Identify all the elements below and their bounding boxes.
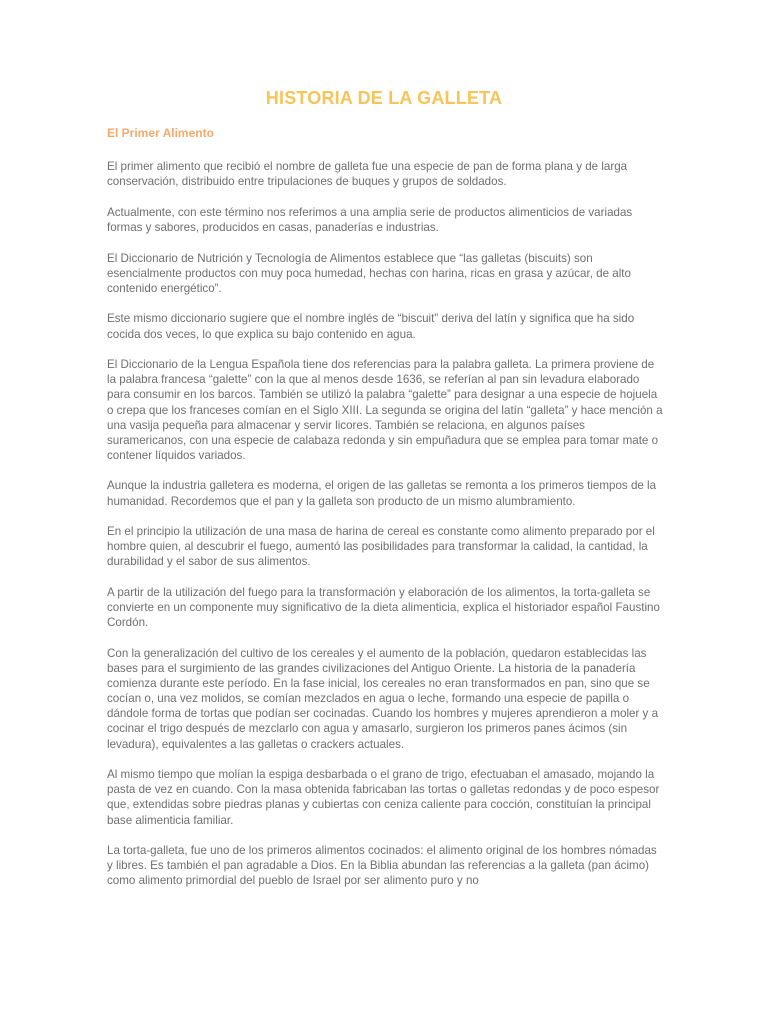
paragraph: Este mismo diccionario sugiere que el nombre inglés de “biscuit” deriva del latín y significa que ha sido cocida dos veces, lo que explica su bajo contenido en agua. [107,312,635,341]
section-heading: El Primer Alimento [107,126,214,140]
paragraph: La torta-galleta, fue uno de los primeros alimentos cocinados: el alimento original de los hombres nómadas y libres. Es también el pan agradable a Dios. En la Biblia abundan las referencias a la galleta (pan ácimo) como alimento primordial del pueblo de Israel por ser alimento puro y no [107,844,657,888]
paragraph: El Diccionario de la Lengua Española tiene dos referencias para la palabra galleta. La primera proviene de la palabra francesa “galette” con la que al menos desde 1636, se referían al pan sin levadura elaborado para consumir en los barcos. También se utilizó la palabra “galette” para designar a una especie de hojuela o crepa que los franceses comían en el Siglo XIII. La segunda se origina del latín “galleta” y hace mención a una vasija pequeña para almacenar y servir licores. También se relaciona, en algunos países suramericanos, con una especie de calabaza redonda y sin empuñadura que se emplea para tomar mate o contener líquidos variados. [107,358,663,462]
paragraph: En el principio la utilización de una masa de harina de cereal es constante como alimento preparado por el hombre quien, al descubrir el fuego, aumentó las posibilidades para transformar la calidad, la cantidad, la durabilidad y el sabor de sus alimentos. [107,525,655,569]
paragraph: El primer alimento que recibió el nombre de galleta fue una especie de pan de forma plana y de larga conservación, distribuido entre tripulaciones de buques y grupos de soldados. [107,160,628,189]
paragraph: Actualmente, con este término nos referimos a una amplia serie de productos alimenticios de variadas formas y sabores, producidos en casas, panaderías e industrias. [107,205,633,234]
document-body [107,159,663,904]
paragraph: Aunque la industria galletera es moderna, el origen de las galletas se remonta a los primeros tiempos de la humanidad. Recordemos que el pan y la galleta son producto de un mismo alumbramiento. [107,479,657,508]
page-title: HISTORIA DE LA GALLETA [265,88,503,108]
paragraph: A partir de la utilización del fuego para la transformación y elaboración de los alimentos, la torta-galleta se convierte en un componente muy significativo de la dieta alimenticia, explica el historiador español Faustino Cordón. [107,586,660,630]
paragraph: Al mismo tiempo que molían la espiga desbarbada o el grano de trigo, efectuaban el amasado, mojando la pasta de vez en cuando. Con la masa obtenida fabricaban las tortas o galletas redondas y de poco espesor que, extendidas sobre piedras planas y cubiertas con ceniza caliente para cocción, constituían la principal base alimenticia familiar. [107,768,660,827]
paragraph: El Diccionario de Nutrición y Tecnología de Alimentos establece que “las galletas (biscuits) son esencialmente productos con muy poca humedad, hechas con harina, ricas en grasa y azúcar, de alto contenido energético”. [107,251,631,295]
paragraph: Con la generalización del cultivo de los cereales y el aumento de la población, quedaron establecidas las bases para el surgimiento de las grandes civilizaciones del Antiguo Oriente. La historia de la panadería comienza durante este período. En la fase inicial, los cereales no eran transformados en pan, sino que se cocían o, una vez molidos, se comían mezclados en agua o leche, formando una especie de papilla o dándole forma de tortas que podían ser cocinadas. Cuando los hombres y mujeres aprendieron a moler y a cocinar el trigo después de mezclarlo con agua y amasarlo, surgieron los primeros panes ácimos (sin levadura), equivalentes a las galletas o crackers actuales. [107,647,659,751]
